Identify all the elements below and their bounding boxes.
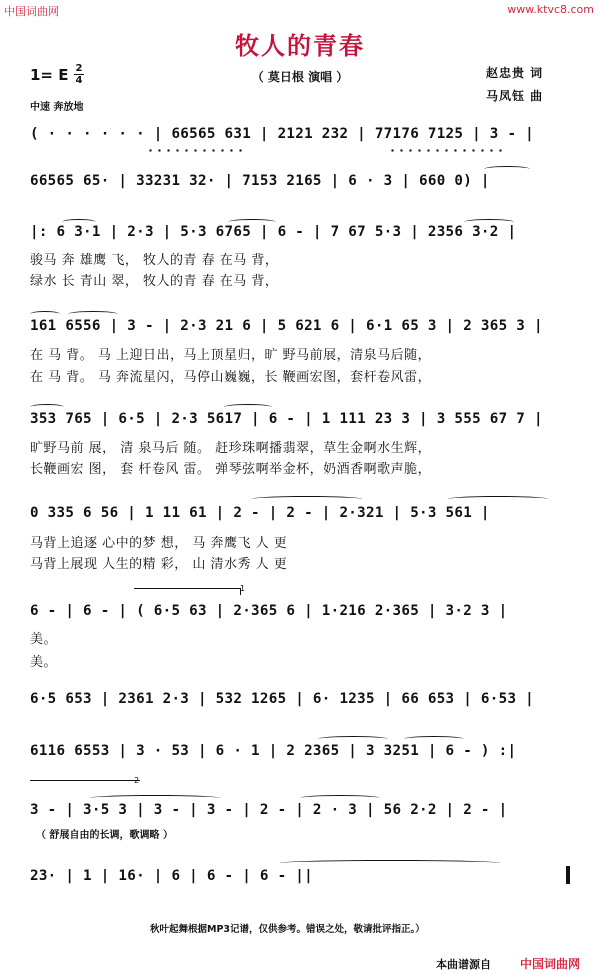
lyric-line-9: 美。	[30, 632, 58, 647]
volta-number-1: 1	[240, 584, 246, 593]
song-title: 牧人的青春	[235, 32, 365, 60]
key-signature: 1= E	[30, 66, 69, 84]
music-line-11: 23· | 1 | 16· | 6 | 6 - | 6 - ||	[30, 868, 313, 884]
slur-6b	[448, 496, 548, 502]
volta-number-2: 2	[134, 776, 140, 785]
music-line-1: ( · · · · · · | 66565 631 | 2121 232 | 77176 7125 | 3 - |	[30, 126, 534, 142]
slur-4a	[30, 311, 60, 317]
music-line-6: 0 335 6 56 | 1 11 61 | 2 - | 2 - | 2·321 | 5·3 561 |	[30, 505, 490, 521]
slur-2a	[484, 166, 530, 172]
slur-6a	[252, 496, 362, 502]
music-line-10: 3 - | 3·5 3 | 3 - | 3 - | 2 - | 2 · 3 | 56 2·2 | 2 - |	[30, 802, 508, 818]
singer-credit: （ 莫日根 演唱 ）	[251, 70, 349, 84]
watermark-right: www.ktvc8.com	[507, 3, 594, 16]
lyric-line-4: 在 马 背。 马 奔流星闪，马停山巍巍，长 鞭画宏图，套杆卷风雷，	[30, 370, 432, 385]
lyric-line-2: 绿水 长 青山 翠， 牧人的青 春 在马 背，	[30, 274, 279, 289]
footer-site-name: 中国词曲网	[520, 957, 581, 971]
lyric-line-10: 美。	[30, 655, 58, 670]
lyric-line-5: 旷野马前 展， 清 泉马后 随。 赶珍珠啊播翡翠，草生金啊水生辉，	[30, 441, 432, 456]
lyric-line-1: 骏马 奔 雄鹰 飞， 牧人的青 春 在马 背，	[30, 253, 279, 268]
lyric-line-3: 在 马 背。 马 上迎日出，马上顶星归，旷 野马前展，清泉马后随，	[30, 348, 432, 363]
tempo-marking: 中速 奔放地	[30, 102, 84, 113]
final-barline	[566, 866, 570, 884]
lyric-line-7: 马背上追逐 心中的梦 想， 马 奔鹰飞 人 更	[30, 536, 288, 551]
volta-bracket-2	[30, 780, 140, 787]
slur-10a	[90, 795, 220, 801]
time-signature	[74, 63, 84, 86]
volta-bracket-1	[134, 588, 241, 595]
footer-source-label: 本曲谱源自	[436, 958, 491, 971]
slur-9a	[318, 736, 388, 742]
music-line-5: 353 765 | 6·5 | 2·3 5617 | 6 - | 1 111 23 3 | 3 555 67 7 |	[30, 411, 543, 427]
octave-dots-1	[146, 149, 246, 152]
lyric-line-6: 长鞭画宏 图， 套 杆卷风 雷。 弹琴弦啊举金杯，奶酒香啊歌声脆，	[30, 462, 432, 477]
lyric-line-8: 马背上展现 人生的精 彩， 山 清水秀 人 更	[30, 557, 288, 572]
octave-dots-1b	[388, 149, 508, 152]
slur-3a	[62, 219, 96, 225]
slur-5b	[224, 404, 272, 410]
music-line-7: 6 - | 6 - | ( 6·5 63 | 2·365 6 | 1·216 2·365 | 3·2 3 |	[30, 603, 508, 619]
composer-credit: 马凤钰 曲	[486, 89, 544, 103]
music-line-8: 6·5 653 | 2361 2·3 | 532 1265 | 6· 1235 | 66 653 | 6·53 |	[30, 691, 534, 707]
slur-3c	[464, 219, 514, 225]
music-line-2: 66565 65· | 33231 32· | 7153 2165 | 6 · 3 | 660 0) |	[30, 173, 490, 189]
time-top: 2	[75, 63, 83, 74]
time-bottom: 4	[75, 75, 83, 86]
music-line-9: 6116 6553 | 3 · 53 | 6 · 1 | 2 2365 | 3 3251 | 6 - ) :|	[30, 743, 517, 759]
slur-3b	[228, 219, 276, 225]
free-meter-note: （ 舒展自由的长调，歌调略 ）	[36, 830, 173, 841]
slur-4b	[68, 311, 118, 317]
watermark-left: 中国词曲网	[4, 5, 59, 18]
music-line-3: |: 6 3·1 | 2·3 | 5·3 6765 | 6 - | 7 67 5·3 | 2356 3·2 |	[30, 224, 517, 240]
slur-9b	[404, 736, 464, 742]
slur-10b	[300, 795, 380, 801]
music-line-4: 161 6556 | 3 - | 2·3 21 6 | 5 621 6 | 6·1 65 3 | 2 365 3 |	[30, 318, 543, 334]
lyricist-credit: 赵忠贵 词	[486, 66, 544, 80]
transcription-note: 秋叶起舞根据MP3记谱，仅供参考。错误之处，敬请批评指正。）	[150, 924, 425, 935]
slur-11a	[280, 860, 500, 866]
slur-5a	[30, 404, 64, 410]
